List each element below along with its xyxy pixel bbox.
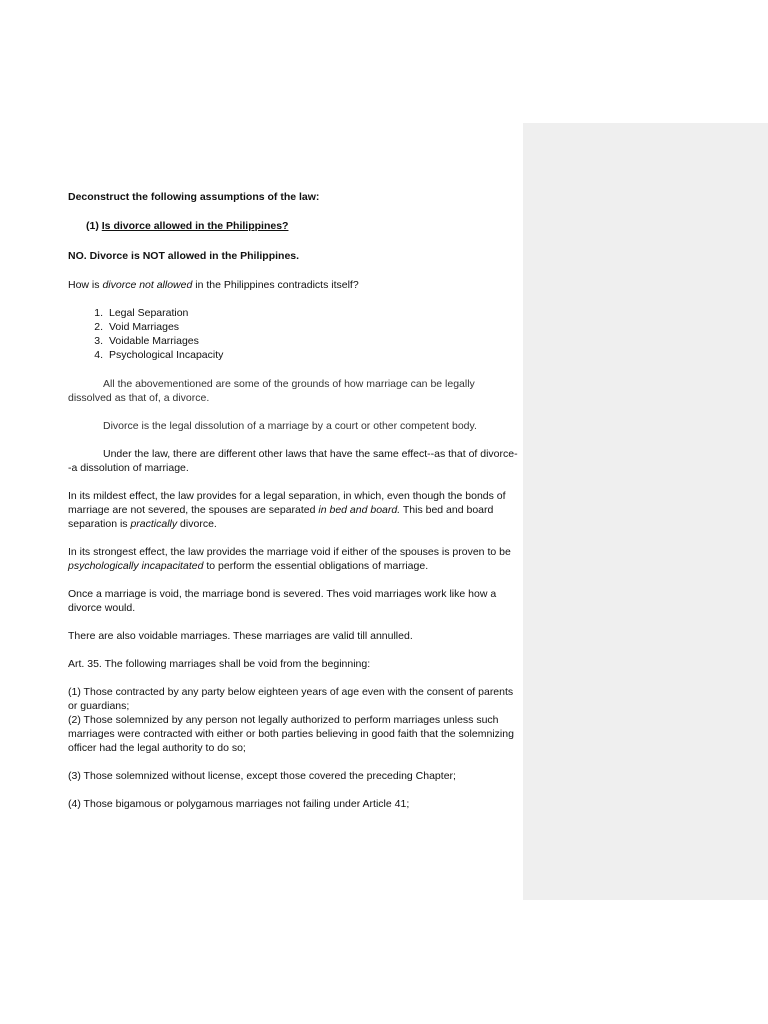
list-item [68, 306, 520, 320]
paragraph-under-law: Under the law, there are different other laws that have the same effect--as that of divorce--a dissolution of marriage. [68, 448, 518, 474]
art35-item-1: (1) Those contracted by any party below eighteen years of age even with the consent of parents or guardians; [68, 686, 514, 712]
art35-item-3: (3) Those solemnized without license, except those covered the preceding Chapter; [68, 770, 456, 782]
text-run: to perform the essential obligations of marriage. [203, 560, 429, 572]
heading: Deconstruct the following assumptions of the law: [68, 191, 320, 203]
art35-item-4: (4) Those bigamous or polygamous marriages not failing under Article 41; [68, 798, 410, 810]
text-emphasis: in bed and board. [318, 504, 401, 516]
list-number: 3. [94, 335, 103, 347]
list-number: 2. [94, 321, 103, 333]
list-label: Voidable Marriages [109, 335, 199, 347]
question-number: (1) [86, 220, 99, 232]
question [68, 219, 520, 233]
text-run: This bed and board separation is [68, 504, 494, 530]
art35-item-2: (2) Those solemnized by any person not legally authorized to perform marriages unless such marriages were contracted with either or both parties believing in good faith that the solemnizing officer had the legal authority to do so; [68, 714, 514, 754]
paragraph-definition: Divorce is the legal dissolution of a marriage by a court or other competent body. [103, 420, 477, 432]
paragraph-voidable: There are also voidable marriages. These marriages are valid till annulled. [68, 630, 413, 642]
paragraph-void: Once a marriage is void, the marriage bond is severed. Thes void marriages work like how a divorce would. [68, 588, 497, 614]
paragraph-mildest [68, 489, 520, 531]
text-run: divorce. [177, 518, 217, 530]
text-run: In its strongest effect, the law provides the marriage void if either of the spouses is proven to be [68, 546, 511, 558]
text-emphasis: practically [130, 518, 178, 530]
grounds-list [68, 306, 520, 362]
document-body [68, 190, 520, 825]
list-label: Psychological Incapacity [109, 349, 224, 361]
paragraph-strongest [68, 545, 520, 573]
list-label: Void Marriages [109, 321, 180, 333]
paragraph-abovementioned: All the abovementioned are some of the grounds of how marriage can be legally dissolved as that of, a divorce. [68, 378, 475, 404]
answer: NO. Divorce is NOT allowed in the Philippines. [68, 250, 300, 262]
list-label: Legal Separation [109, 307, 189, 319]
text-run: In its mildest effect, the law provides for a legal separation, in which, even though the bonds of marriage are not severed, the spouses are separated [68, 490, 506, 516]
list-number: 4. [94, 349, 103, 361]
how-question [68, 278, 520, 292]
list-number: 1. [94, 307, 103, 319]
text-emphasis: psychologically incapacitated [68, 560, 204, 572]
list-item [68, 348, 520, 362]
list-item [68, 334, 520, 348]
paragraph-art35: Art. 35. The following marriages shall be void from the beginning: [68, 658, 371, 670]
comment-pane [523, 123, 768, 900]
question-text: Is divorce allowed in the Philippines? [101, 220, 289, 232]
list-item [68, 320, 520, 334]
how-post: in the Philippines contradicts itself? [192, 279, 359, 291]
how-emphasis: divorce not allowed [102, 279, 193, 291]
how-pre: How is [68, 279, 103, 291]
